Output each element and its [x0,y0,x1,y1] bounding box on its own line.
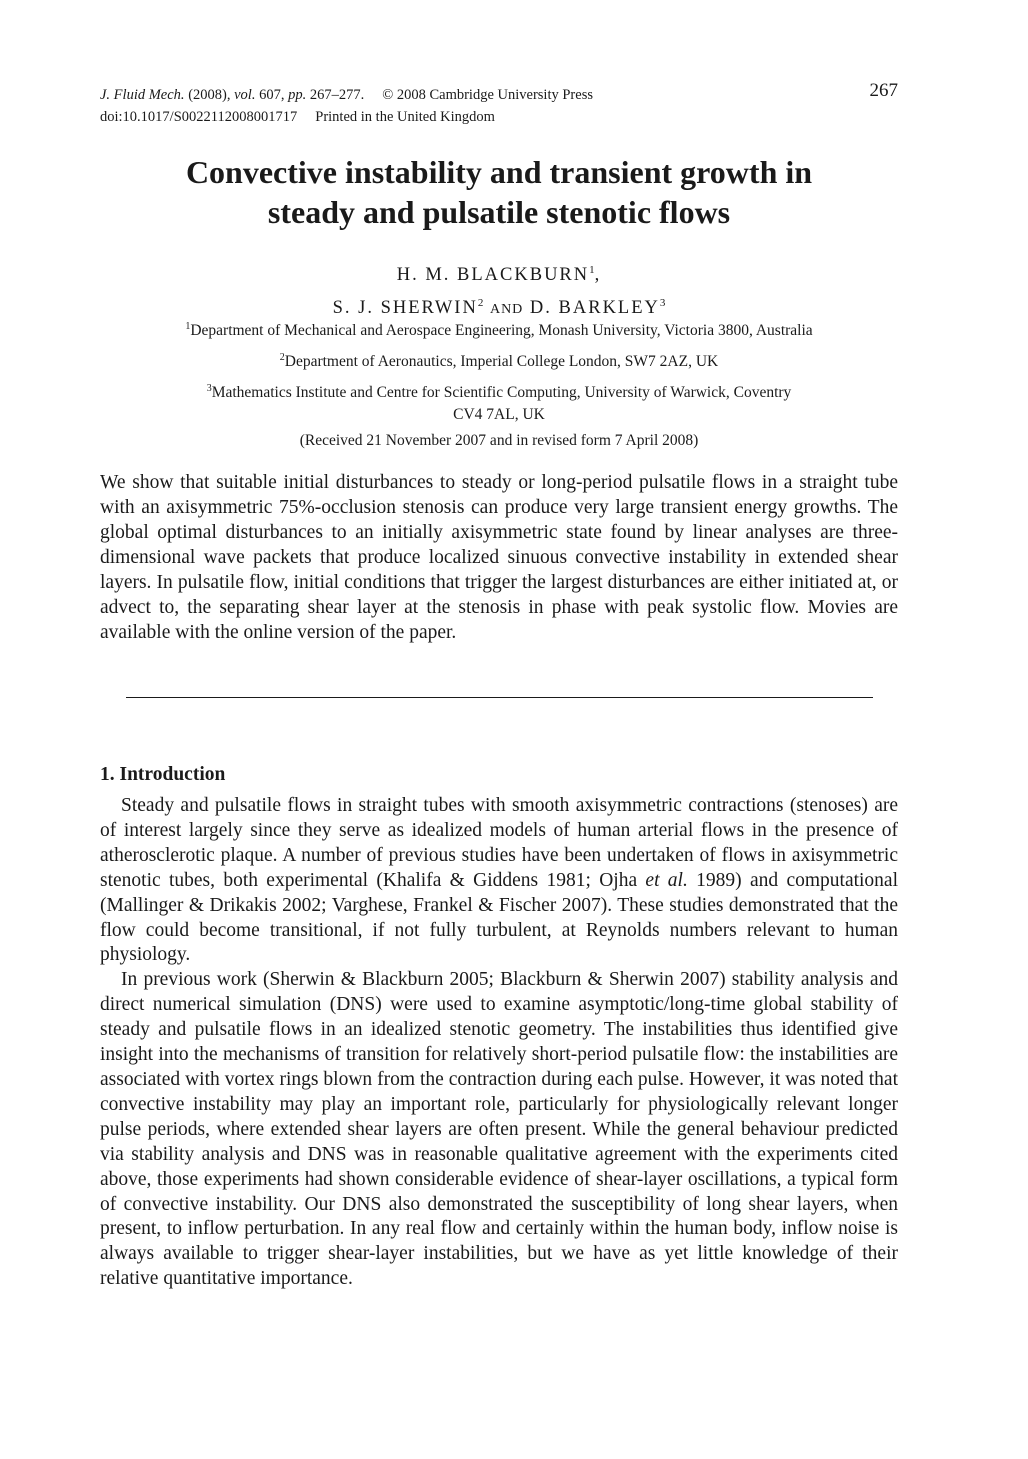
section-heading: 1. Introduction [100,764,226,785]
author-and: AND [489,302,524,318]
pages-label: pp. [288,87,307,103]
section-body [100,794,898,1292]
affiliation-2: $^2$Department of Aeronautics, Imperial College London, SW7 2AZ, UK [279,352,719,371]
running-header [100,80,898,128]
author-line-1 [100,256,898,289]
doi-line [100,106,898,128]
page-number: 267 [869,80,898,101]
author-separator: , [594,265,602,286]
author-list [100,256,898,324]
paper-title [100,152,898,232]
affiliation-3: $^3$Mathematics Institute and Centre for Scientific Computing, University of Warwick, Coventry [206,383,792,402]
author-blackburn-affil: 1 [589,264,595,276]
volume-number: 607, [259,87,285,103]
received-dates: (Received 21 November 2007 and in revised form 7 April 2008) [299,432,699,449]
abstract-divider [126,697,873,698]
affiliation-3-cont: CV4 7AL, UK [453,406,545,424]
author-sherwin-affil: 2 [477,297,484,310]
printed-notice: Printed in the United Kingdom [315,109,495,125]
doi: doi:10.1017/S0022112008001717 [100,109,298,125]
affiliation-1: $^1$Department of Mechanical and Aerospace Engineering, Monash University, Victoria 3800, Australia [185,321,813,340]
abstract: We show that suitable initial disturbances to steady or long-period pulsatile flows in a straight tube with an axisymmetric 75%-occlusion stenosis can produce very large transient energy growths. The global optimal disturbances to an initially axisymmetric state found by linear analyses are three-dimensional wave packets that produce localized sinuous convective instability in extended shear layers. In pulsatile flow, initial conditions that trigger the largest disturbances are either initiated at, or advect to, the separating shear layer at the stenosis in phase with peak systolic flow. Movies are available with the online version of the paper. [100,472,898,643]
et-al: et al. [645,869,688,891]
journal-year: (2008), [188,87,231,103]
title-line-1: Convective instability and transient growth in [185,154,813,190]
author-sherwin: S. J. SHERWIN [332,298,478,319]
paragraph-1: Steady and pulsatile flows in straight tubes with smooth axisymmetric contractions (stenoses) are of interest largely since they serve as idealized models of human arterial flows in the presence of atherosclerotic plaque. A number of previous studies have been undertaken of flows in axisymmetric stenotic tubes, both experimental (Khalifa & Giddens 1981; Ojha et al. 1989) and computational (Mallinger & Drikakis 2002; Varghese, Frankel & Fischer 2007). These studies demonstrated that the flow could become transitional, if not fully turbulent, at Reynolds numbers relevant to human physiology. [100,795,899,966]
volume-label: vol. [234,87,256,103]
author-blackburn: H. M. BLACKBURN [396,265,590,286]
affiliations [100,316,898,431]
author-barkley-affil: 3 [659,297,666,310]
copyright-notice: © 2008 Cambridge University Press [382,87,593,103]
page-range: 267–277. [309,87,365,103]
author-barkley: D. BARKLEY [529,298,660,319]
title-line-2: steady and pulsatile stenotic flows [267,194,731,230]
citation-line [100,84,898,106]
paragraph-2: In previous work (Sherwin & Blackburn 2005; Blackburn & Sherwin 2007) stability analysis and direct numerical simulation (DNS) were used to examine asymptotic/long-time global stability of steady and pulsatile flows in an idealized stenotic geometry. The instabilities thus identified give insight into the mechanisms of transition for relatively short-period pulsatile flow: the instabilities are associated with vortex rings blown from the contraction during each pulse. However, it was noted that convective instability may play an important role, particularly for physiologically relevant longer pulse periods, where extended shear layers are often present. While the general behaviour predicted via stability analysis and DNS was in reasonable qualitative agreement with the experiments cited above, those experiments had shown considerable evidence of shear-layer oscillations, a typical form of convective instability. Our DNS also demonstrated the susceptibility of long shear layers, when present, to inflow perturbation. In any real flow and certainly within the human body, inflow noise is always available to trigger shear-layer instabilities, but we have as yet little knowledge of their relative quantitative importance. [100,969,898,1290]
journal-name: J. Fluid Mech. [100,87,185,103]
